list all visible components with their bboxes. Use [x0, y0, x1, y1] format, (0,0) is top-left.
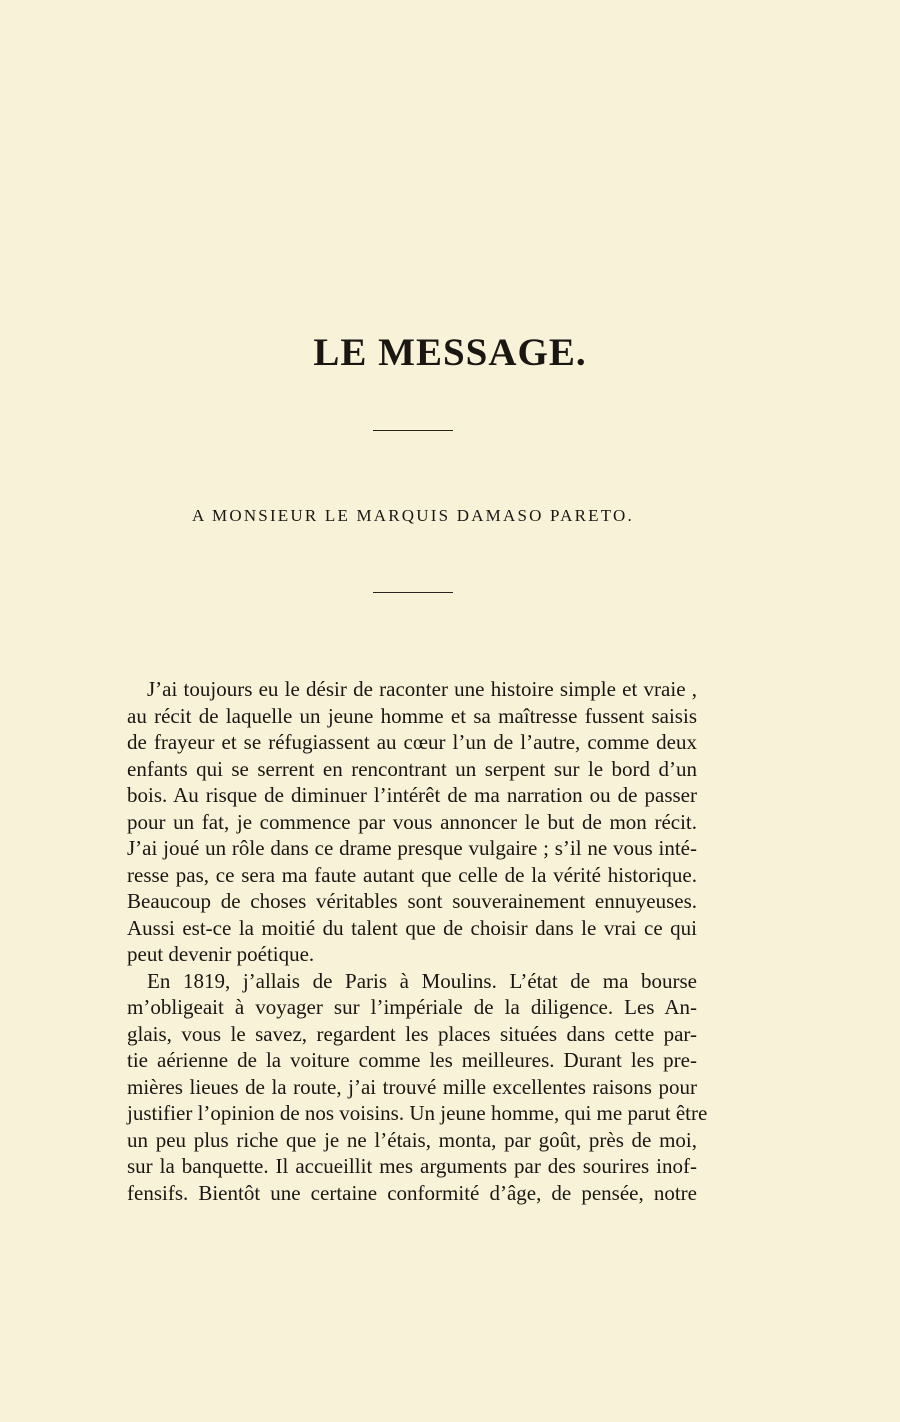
- text-line: enfants qui se serrent en rencontrant un serpent sur le bord d’un: [127, 756, 697, 781]
- text-line: Aussi est-ce la moitié du talent que de choisir dans le vrai ce qui: [127, 915, 697, 940]
- text-line: pour un fat, je commence par vous annoncer le but de mon récit.: [127, 809, 697, 834]
- chapter-title: LE MESSAGE.: [313, 331, 587, 374]
- text-line: au récit de laquelle un jeune homme et sa maîtresse fussent saisis: [127, 703, 697, 728]
- dedication-divider-rule: [373, 592, 453, 593]
- text-line: tie aérienne de la voiture comme les meilleures. Durant les pre-: [127, 1048, 697, 1072]
- body-text: [127, 676, 708, 1206]
- text-line: bois. Au risque de diminuer l’intérêt de ma narration ou de passer: [127, 783, 697, 807]
- text-line: mières lieues de la route, j’ai trouvé mille excellentes raisons pour: [127, 1074, 697, 1099]
- text-line: un peu plus riche que je ne l’étais, monta, par goût, près de moi,: [127, 1127, 697, 1152]
- text-line: de frayeur et se réfugiassent au cœur l’un de l’autre, comme deux: [127, 730, 697, 754]
- text-line: J’ai joué un rôle dans ce drame presque vulgaire ; s’il ne vous inté-: [127, 836, 697, 860]
- text-line: glais, vous le savez, regardent les places situées dans cette par-: [127, 1021, 697, 1046]
- title-divider-rule: [373, 430, 453, 431]
- text-line: fensifs. Bientôt une certaine conformité d’âge, de pensée, notre: [127, 1180, 697, 1205]
- dedication-line: A MONSIEUR LE MARQUIS DAMASO PARETO.: [192, 506, 634, 525]
- text-line: peut devenir poétique.: [127, 942, 315, 966]
- text-line: resse pas, ce sera ma faute autant que celle de la vérité historique.: [127, 862, 697, 887]
- text-line: J’ai toujours eu le désir de raconter une histoire simple et vraie ,: [147, 677, 697, 701]
- text-line: sur la banquette. Il accueillit mes arguments par des sourires inof-: [127, 1154, 697, 1178]
- text-line: justifier l’opinion de nos voisins. Un jeune homme, qui me parut être: [127, 1101, 708, 1125]
- text-line: En 1819, j’allais de Paris à Moulins. L’état de ma bourse: [147, 968, 697, 993]
- text-line: Beaucoup de choses véritables sont souverainement ennuyeuses.: [127, 889, 697, 913]
- text-line: m’obligeait à voyager sur l’impériale de la diligence. Les An-: [127, 995, 697, 1019]
